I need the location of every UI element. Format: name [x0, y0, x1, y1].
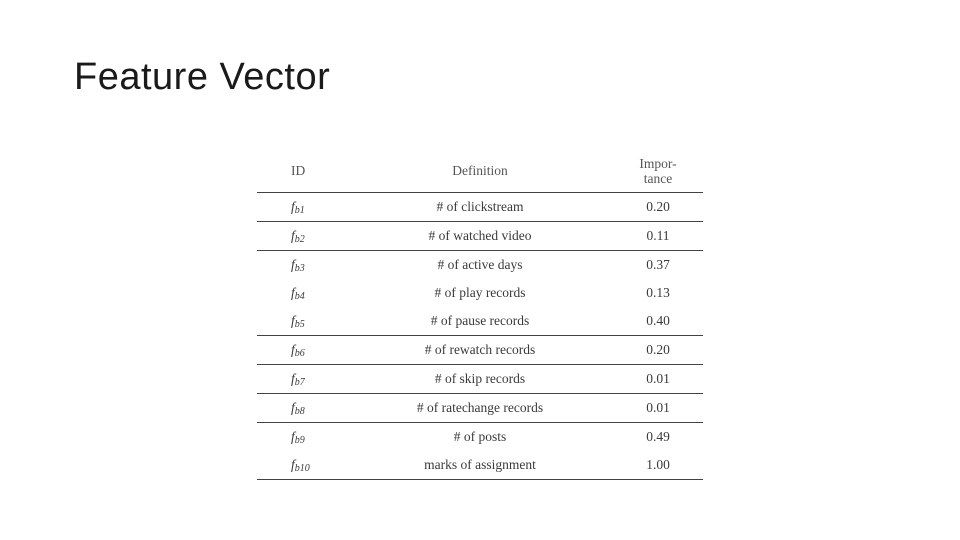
- row-definition: marks of assignment: [347, 451, 613, 480]
- row-id: fb8: [257, 394, 347, 423]
- row-definition: # of pause records: [347, 307, 613, 336]
- table-row: [257, 365, 703, 394]
- table-row: [257, 451, 703, 480]
- row-definition: # of watched video: [347, 222, 613, 251]
- row-importance: 0.01: [613, 365, 703, 394]
- row-importance: 0.49: [646, 429, 670, 444]
- row-id: fb1: [257, 193, 347, 222]
- row-definition: # of posts: [453, 429, 507, 444]
- table-row: [257, 336, 703, 365]
- header-importance: [613, 150, 703, 193]
- row-importance: 0.20: [613, 336, 703, 365]
- table-row: [257, 279, 703, 307]
- header-definition: Definition: [347, 150, 613, 193]
- row-id: fb4: [291, 284, 305, 302]
- header-importance-line1: Impor-: [639, 155, 677, 171]
- table-row: [257, 251, 703, 280]
- table-row: [257, 307, 703, 336]
- row-id: fb5: [257, 307, 347, 336]
- row-definition: # of play records: [434, 285, 526, 300]
- row-id: fb3: [291, 256, 305, 274]
- row-id: fb9: [291, 428, 305, 446]
- header-id: ID: [257, 150, 347, 193]
- row-definition: # of rewatch records: [347, 336, 613, 365]
- row-id: fb7: [257, 365, 347, 394]
- row-importance: 0.13: [646, 285, 670, 300]
- row-id: fb10: [257, 451, 347, 480]
- row-definition: # of ratechange records: [347, 394, 613, 423]
- row-definition: # of skip records: [347, 365, 613, 394]
- row-importance: 0.40: [613, 307, 703, 336]
- row-importance: 0.11: [613, 222, 703, 251]
- row-importance: 1.00: [613, 451, 703, 480]
- table-row: [257, 222, 703, 251]
- row-definition: # of active days: [437, 257, 523, 272]
- table-row: [257, 423, 703, 452]
- row-importance: 0.01: [613, 394, 703, 423]
- table-row: [257, 394, 703, 423]
- row-importance: 0.20: [613, 193, 703, 222]
- table-row: [257, 193, 703, 222]
- feature-table: [257, 150, 703, 480]
- row-id: fb6: [257, 336, 347, 365]
- feature-vector-table: [257, 150, 703, 480]
- row-definition: # of clickstream: [347, 193, 613, 222]
- slide-title: Feature Vector: [74, 56, 331, 98]
- row-id: fb2: [257, 222, 347, 251]
- row-importance: 0.37: [646, 257, 670, 272]
- header-importance-line2: tance: [643, 170, 673, 186]
- table-header-row: [257, 150, 703, 193]
